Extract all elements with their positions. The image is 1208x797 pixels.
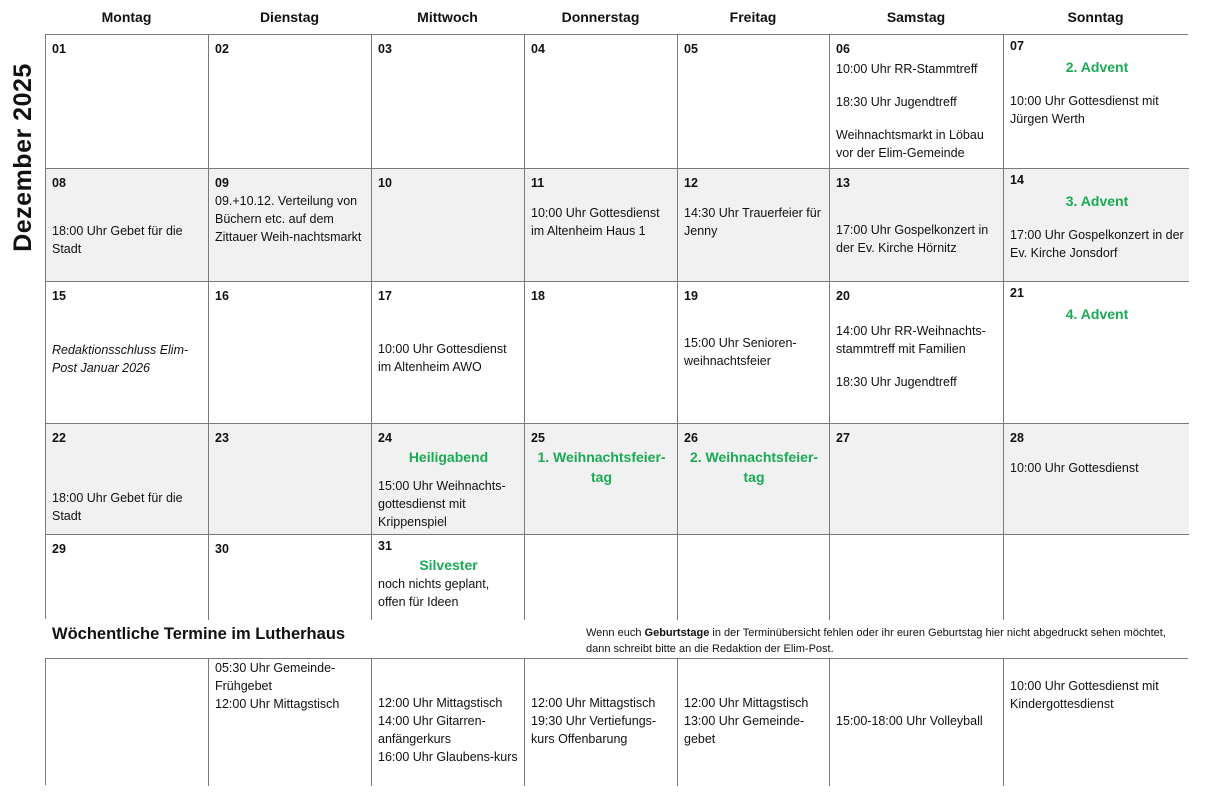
birthday-note [586, 625, 1186, 657]
day-number: 29 [52, 542, 66, 556]
day-number: 08 [52, 176, 66, 190]
day-cell [209, 169, 372, 282]
event-text: 10:00 Uhr Gottesdienst im Altenheim Haus 1 [531, 206, 660, 238]
day-number: 14 [1010, 173, 1024, 187]
day-number: 19 [684, 289, 698, 303]
weekly-cell-friday [678, 659, 830, 786]
day-number: 01 [52, 42, 66, 56]
day-cell [1004, 169, 1189, 282]
calendar-grid [45, 34, 1188, 619]
weekly-grid [45, 658, 1188, 785]
day-cell [46, 169, 209, 282]
note-text: Wenn euch [586, 627, 645, 639]
day-cell [525, 424, 678, 535]
weekly-cell-tuesday [209, 659, 372, 786]
holiday-label: 1. Weihnachtsfeier-tag [537, 449, 666, 485]
weekday-wednesday: Mittwoch [417, 9, 478, 25]
holiday-label: 3. Advent [1065, 193, 1129, 209]
day-cell-empty [525, 535, 678, 620]
day-number: 26 [684, 431, 698, 445]
event-text: 14:30 Uhr Trauerfeier für Jenny [684, 206, 821, 238]
event-text: 18:30 Uhr Jugendtreff [836, 95, 957, 109]
weekly-event: 05:30 Uhr Gemeinde-Frühgebet [215, 661, 336, 693]
day-number: 23 [215, 431, 229, 445]
day-number: 25 [531, 431, 545, 445]
day-number: 11 [531, 176, 545, 190]
day-number: 05 [684, 42, 698, 56]
day-cell [678, 35, 830, 169]
event-text: 18:30 Uhr Jugendtreff [836, 375, 957, 389]
day-cell [372, 35, 525, 169]
weekday-friday: Freitag [729, 9, 777, 25]
day-number: 30 [215, 542, 229, 556]
day-cell [209, 535, 372, 620]
weekly-event: 12:00 Uhr Mittagstisch [378, 696, 503, 710]
day-cell [678, 282, 830, 424]
day-cell [46, 282, 209, 424]
day-cell [1004, 35, 1189, 169]
weekly-event: 13:00 Uhr Gemeinde-gebet [684, 714, 805, 746]
weekday-saturday: Samstag [886, 9, 946, 25]
event-text: noch nichts geplant, offen für Ideen [378, 577, 490, 609]
day-cell-empty [1004, 535, 1189, 620]
note-bold: Geburtstage [644, 627, 710, 639]
event-text: 17:00 Uhr Gospelkonzert in der Ev. Kirche Jonsdorf [1010, 228, 1184, 260]
weekly-event: 15:00-18:00 Uhr Volleyball [836, 714, 983, 728]
day-cell [678, 169, 830, 282]
day-number: 07 [1010, 39, 1024, 53]
day-cell [525, 169, 678, 282]
day-number: 03 [378, 42, 392, 56]
event-text: 10:00 Uhr Gottesdienst [1010, 461, 1139, 475]
weekly-event: 19:30 Uhr Vertiefungs-kurs Offenbarung [531, 714, 657, 746]
day-number: 15 [52, 289, 66, 303]
day-number: 04 [531, 42, 545, 56]
holiday-label: 2. Weihnachtsfeier-tag [689, 449, 819, 485]
day-number: 09 [215, 176, 229, 190]
day-cell [46, 35, 209, 169]
weekday-tuesday: Dienstag [259, 9, 320, 25]
day-cell [209, 424, 372, 535]
day-cell-empty [830, 535, 1004, 620]
month-title-container [0, 34, 46, 280]
weekly-cell-saturday [830, 659, 1004, 786]
day-cell [830, 35, 1004, 169]
event-text: 18:00 Uhr Gebet für die Stadt [52, 491, 183, 523]
weekday-monday: Montag [101, 9, 152, 25]
day-number: 10 [378, 176, 392, 190]
event-text: 17:00 Uhr Gospelkonzert in der Ev. Kirche Hörnitz [836, 223, 989, 255]
weekly-event: 12:00 Uhr Mittagstisch [215, 697, 340, 711]
holiday-label: 4. Advent [1065, 306, 1129, 322]
day-cell [372, 535, 525, 620]
event-text: 15:00 Uhr Senioren-weihnachtsfeier [684, 336, 797, 368]
day-cell [372, 282, 525, 424]
day-number: 21 [1010, 286, 1024, 300]
day-cell [1004, 282, 1189, 424]
event-text: Redaktionsschluss Elim-Post Januar 2026 [52, 343, 189, 375]
day-number: 02 [215, 42, 229, 56]
holiday-label: Silvester [419, 557, 478, 573]
holiday-label: 2. Advent [1065, 59, 1129, 75]
event-text: 10:00 Uhr RR-Stammtreff [836, 62, 978, 76]
weekly-event: 10:00 Uhr Gottesdienst mit Kindergottesdienst [1010, 679, 1159, 711]
day-number: 31 [378, 539, 392, 553]
event-text: 15:00 Uhr Weihnachts-gottesdienst mit Krippenspiel [378, 479, 506, 529]
weekly-heading: Wöchentliche Termine im Lutherhaus [52, 625, 346, 643]
weekday-sunday: Sonntag [1067, 9, 1124, 25]
day-number: 12 [684, 176, 698, 190]
event-text: 10:00 Uhr Gottesdienst im Altenheim AWO [378, 342, 507, 374]
day-number: 17 [378, 289, 392, 303]
day-cell [372, 169, 525, 282]
day-number: 24 [378, 431, 392, 445]
day-cell [678, 424, 830, 535]
weekly-event: 12:00 Uhr Mittagstisch [684, 696, 809, 710]
weekly-event: 14:00 Uhr Gitarren-anfängerkurs [378, 714, 486, 746]
day-cell [1004, 424, 1189, 535]
day-number: 27 [836, 431, 850, 445]
day-cell [46, 424, 209, 535]
weekly-event: 16:00 Uhr Glaubens-kurs [378, 750, 518, 764]
weekday-thursday: Donnerstag [561, 9, 640, 25]
weekly-event: 12:00 Uhr Mittagstisch [531, 696, 656, 710]
day-cell [46, 535, 209, 620]
holiday-label: Heiligabend [408, 449, 489, 465]
event-text: 10:00 Uhr Gottesdienst mit Jürgen Werth [1010, 94, 1159, 126]
month-title: Dezember 2025 [8, 62, 37, 252]
weekday-header [45, 0, 1188, 34]
event-text: 14:00 Uhr RR-Weihnachts-stammtreff mit Familien [836, 324, 986, 356]
weekly-cell-wednesday [372, 659, 525, 786]
day-number: 18 [531, 289, 545, 303]
day-cell [830, 424, 1004, 535]
day-number: 22 [52, 431, 66, 445]
day-number: 20 [836, 289, 850, 303]
day-number: 16 [215, 289, 229, 303]
day-number: 28 [1010, 431, 1024, 445]
event-text: 18:00 Uhr Gebet für die Stadt [52, 224, 183, 256]
weekly-cell-monday [46, 659, 209, 786]
day-cell [830, 282, 1004, 424]
note-text: in der Terminübersicht fehlen oder ihr euren Geburtstag hier nicht abgedruckt sehen möchtet, dann schreibt bitte an die Redaktion der Elim-Post. [586, 627, 1166, 655]
day-cell [525, 35, 678, 169]
day-cell [372, 424, 525, 535]
event-text: Weihnachtsmarkt in Löbau vor der Elim-Gemeinde [836, 128, 984, 160]
day-cell [209, 35, 372, 169]
day-cell [209, 282, 372, 424]
weekly-cell-thursday [525, 659, 678, 786]
day-cell [525, 282, 678, 424]
event-text: 09.+10.12. Verteilung von Büchern etc. auf dem Zittauer Weih-nachtsmarkt [215, 194, 362, 244]
day-number: 06 [836, 42, 850, 56]
day-cell [830, 169, 1004, 282]
weekly-cell-sunday [1004, 659, 1189, 786]
day-number: 13 [836, 176, 850, 190]
day-cell-empty [678, 535, 830, 620]
